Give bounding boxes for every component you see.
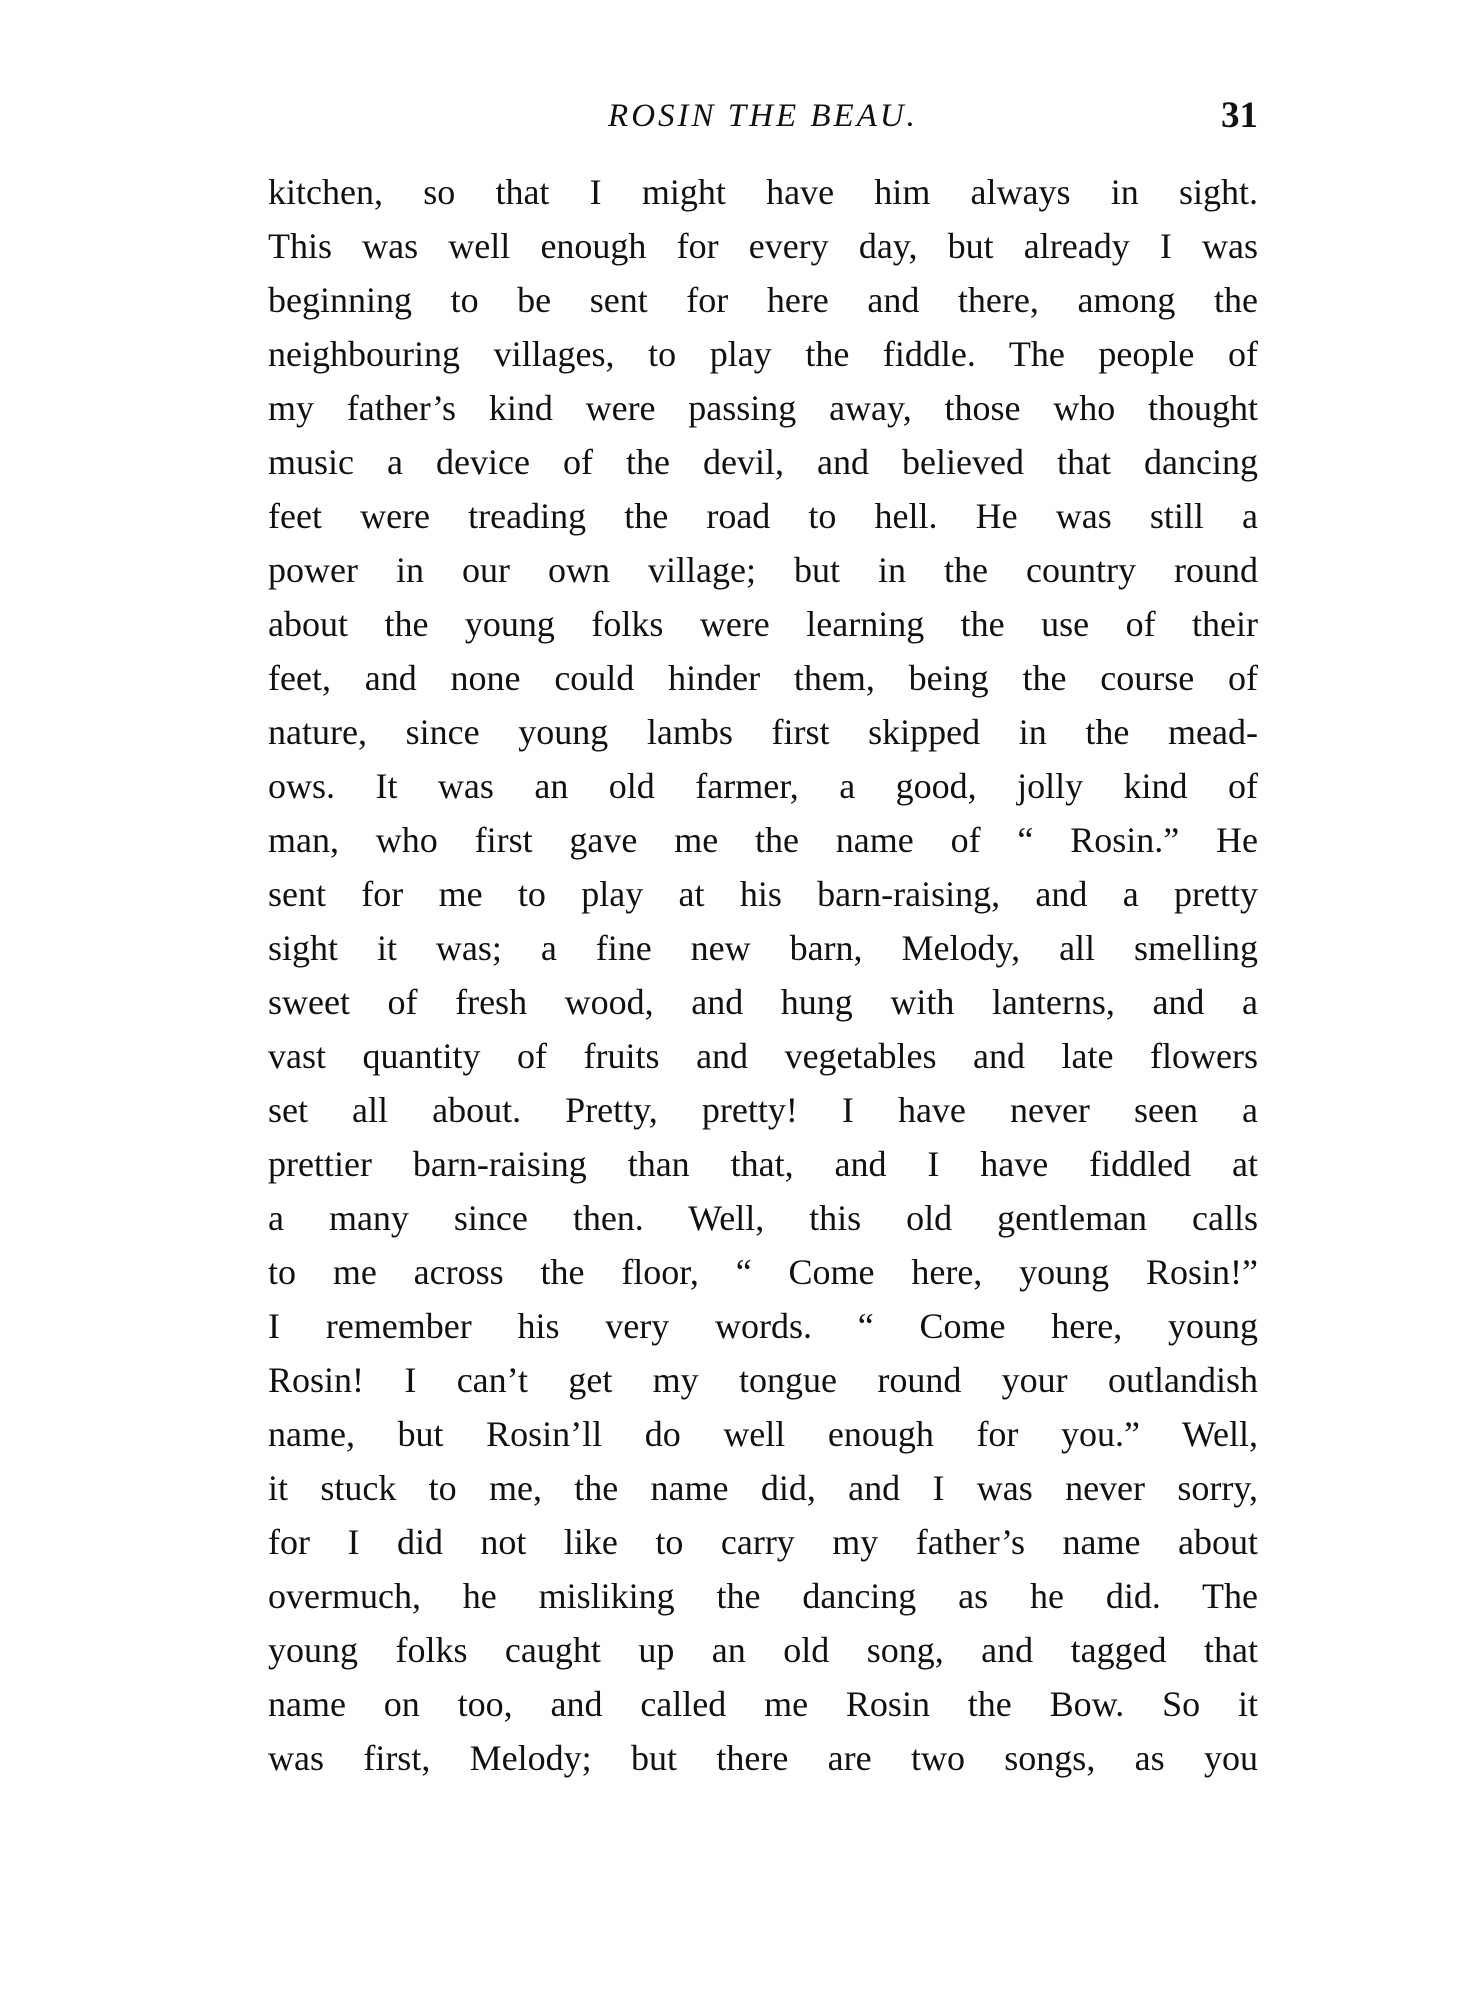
text-line: power in our own village; but in the country round [268,550,1258,590]
text-line: overmuch, he misliking the dancing as he did. The [268,1576,1258,1616]
text-line: ows. It was an old farmer, a good, jolly kind of [268,766,1258,806]
page-number: 31 [1221,95,1258,136]
text-line: beginning to be sent for here and there, among the [268,280,1258,320]
text-line: about the young folks were learning the use of their [268,604,1258,644]
text-line: a many since then. Well, this old gentleman calls [268,1198,1258,1238]
text-line: feet were treading the road to hell. He was still a [268,496,1258,536]
text-line: vast quantity of fruits and vegetables and late flowers [268,1036,1258,1076]
text-line: to me across the floor, “ Come here, young Rosin!” [268,1252,1258,1292]
text-line: kitchen, so that I might have him always in sight. [268,172,1258,212]
text-line: young folks caught up an old song, and tagged that [268,1630,1258,1670]
text-line: nature, since young lambs first skipped in the mead- [268,712,1258,752]
text-line: name, but Rosin’ll do well enough for you.” Well, [268,1414,1258,1454]
text-line: music a device of the devil, and believed that dancing [268,442,1258,482]
running-title: ROSIN THE BEAU. [608,98,918,134]
text-line: sweet of fresh wood, and hung with lanterns, and a [268,982,1258,1022]
text-line: feet, and none could hinder them, being the course of [268,658,1258,698]
text-line: was first, Melody; but there are two songs, as you [268,1738,1258,1778]
text-line: prettier barn-raising than that, and I have fiddled at [268,1144,1258,1184]
text-line: my father’s kind were passing away, those who thought [268,388,1258,428]
text-line: sent for me to play at his barn-raising, and a pretty [268,874,1258,914]
text-line: for I did not like to carry my father’s name about [268,1522,1258,1562]
text-line: I remember his very words. “ Come here, young [268,1306,1258,1346]
body-text [268,165,1258,1785]
text-line: This was well enough for every day, but already I was [268,226,1258,266]
text-line: set all about. Pretty, pretty! I have never seen a [268,1090,1258,1130]
text-line: man, who first gave me the name of “ Rosin.” He [268,820,1258,860]
text-line: name on too, and called me Rosin the Bow. So it [268,1684,1258,1724]
text-line: it stuck to me, the name did, and I was never sorry, [268,1468,1258,1508]
text-line: Rosin! I can’t get my tongue round your outlandish [268,1360,1258,1400]
text-line: sight it was; a fine new barn, Melody, all smelling [268,928,1258,968]
text-line: neighbouring villages, to play the fiddle. The people of [268,334,1258,374]
running-head [268,86,1258,146]
